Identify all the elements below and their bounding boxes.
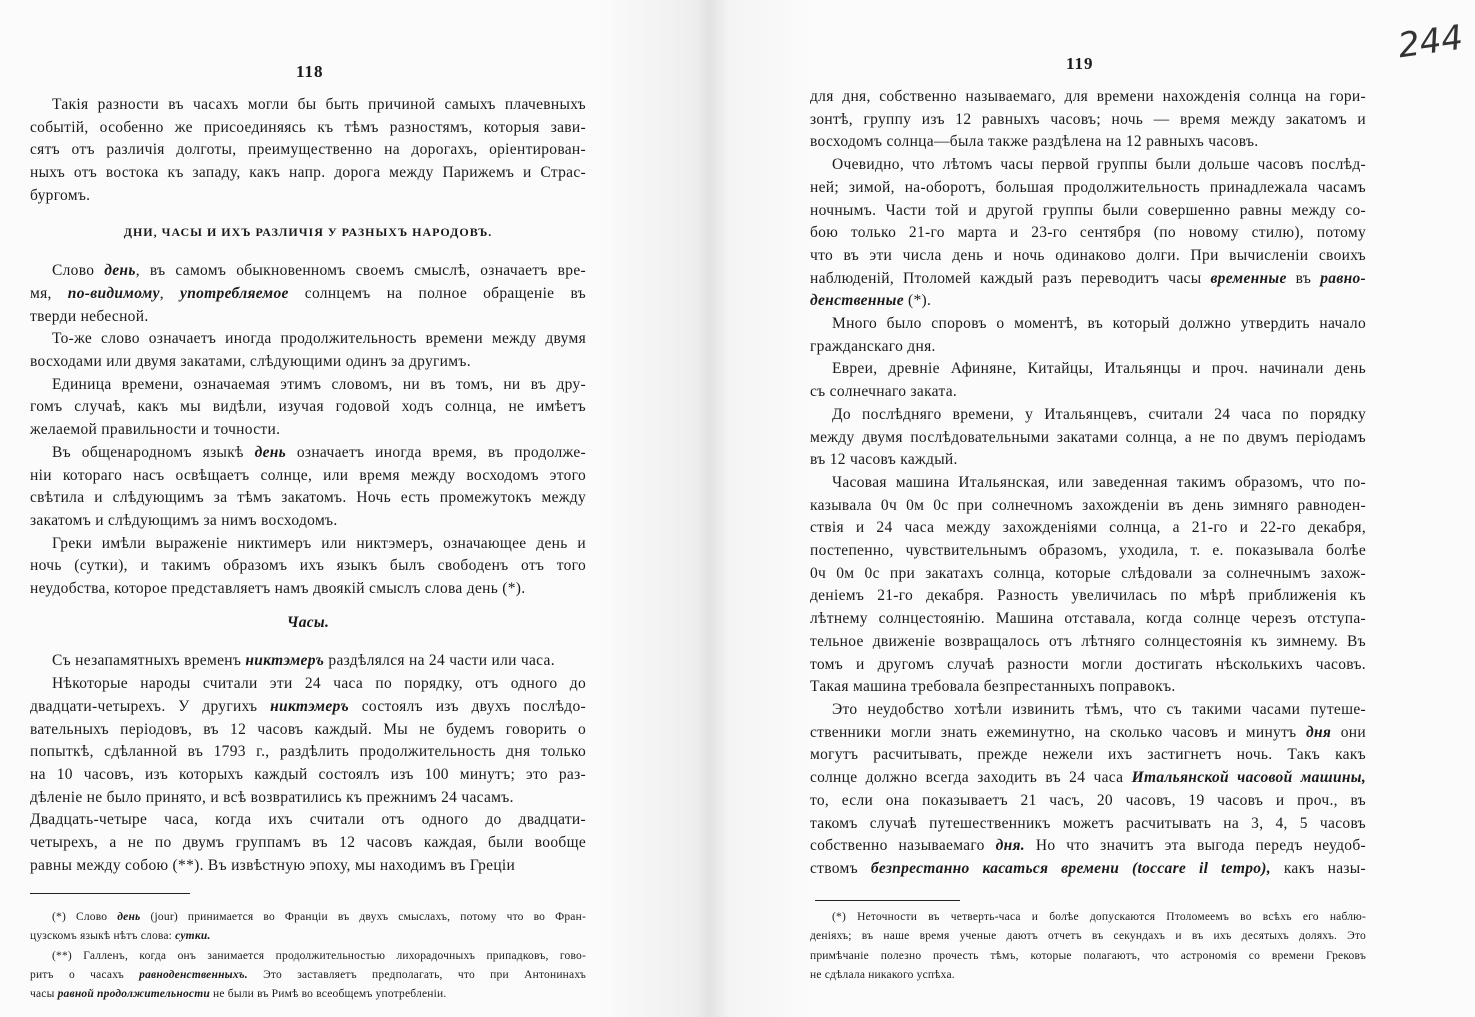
text-line	[30, 283, 586, 306]
text-run: постепенно, чувствительнымъ образомъ, уходила, т. е. показывала болѣе	[810, 542, 1366, 560]
italic-text-run: равноденственныхъ.	[139, 968, 248, 981]
footnote-line	[30, 966, 586, 985]
text-run: для дня, собственно называемаго, для времени нахожденія солнца на гори-	[810, 88, 1366, 105]
text-line	[30, 612, 586, 635]
footnote-line	[30, 927, 586, 946]
text-run: Это заставляетъ предполагать, что при Антонинахъ	[247, 968, 586, 981]
paragraph	[810, 404, 1366, 472]
text-run: въ	[1286, 269, 1321, 287]
text-line	[810, 109, 1366, 132]
italic-text-run: равно-	[1320, 269, 1366, 287]
text-run: четырехъ, а не по двумъ группамъ въ 12 часовъ каждая, были вообще	[30, 834, 586, 852]
text-line	[30, 764, 586, 787]
text-line	[30, 260, 586, 283]
text-run: состоялъ изъ двухъ послѣдо-	[349, 697, 586, 715]
footnote	[30, 947, 586, 1005]
footnote-line	[30, 947, 586, 966]
page-gutter	[600, 0, 810, 1017]
text-run: Много было споровъ о моментѣ, въ который должно утвердить начало	[832, 315, 1366, 333]
text-run: наблюденій, Птоломей каждый разъ переводитъ часы	[810, 269, 1211, 287]
text-line	[30, 855, 586, 878]
text-run: какъ назы-	[1270, 859, 1366, 877]
text-run: деніяхъ; въ наше время ученые даютъ отчетъ въ секундахъ и въ ихъ десятыхъ доляхъ. Это	[810, 930, 1366, 943]
text-line	[810, 381, 1366, 404]
text-line	[30, 578, 586, 601]
italic-text-run: безпрестанно касаться времени (toccare il tempo),	[870, 859, 1271, 877]
text-run: цузскомъ языкѣ нѣтъ слова:	[30, 930, 176, 943]
text-line	[810, 676, 1366, 699]
text-run: (*).	[903, 292, 932, 310]
text-line	[810, 336, 1366, 359]
paragraph	[810, 154, 1366, 313]
italic-text-run: никтэмеръ	[270, 697, 350, 715]
paragraph	[810, 313, 1366, 358]
text-line	[30, 809, 586, 832]
section-heading	[30, 221, 586, 244]
paragraph	[30, 260, 586, 328]
text-run: ритъ о часахъ	[30, 968, 140, 981]
text-run: съ солнечнаго заката.	[810, 383, 958, 401]
italic-text-run: употребляемое	[180, 284, 289, 302]
text-run: ,	[159, 284, 181, 302]
text-run: между двумя послѣдовательными закатами солнца, а не по двумъ періодамъ	[810, 428, 1366, 446]
text-line	[810, 268, 1366, 291]
text-line	[30, 696, 586, 719]
text-line	[810, 358, 1366, 381]
text-run: Двадцать-четыре часа, когда ихъ считали отъ одного до двадцати-	[30, 811, 586, 829]
text-run: двадцати-четырехъ. У другихъ	[30, 697, 271, 715]
text-run: ночнымъ. Части той и другой группы были совершенно равны между со-	[810, 201, 1366, 219]
text-line	[30, 787, 586, 810]
text-run: гомъ случаѣ, какъ мы видѣли, изучая годовой ходъ солнца, не имѣетъ	[30, 398, 586, 416]
text-run: (jour) принимается во Франціи въ двухъ смыслахъ, потому что во Фран-	[140, 911, 586, 923]
text-run: неудобства, которое представляетъ намъ двоякій смыслъ слова день (*).	[30, 580, 526, 598]
italic-text-run: дня	[1306, 723, 1332, 741]
left-page-body	[30, 94, 586, 878]
italic-text-run: по-видимому	[67, 284, 160, 302]
text-line	[30, 162, 586, 185]
paragraph	[30, 442, 586, 533]
left-footnote-rule	[30, 893, 190, 894]
text-run: Но что значитъ эта выгода передъ неудоб-	[1024, 837, 1367, 855]
text-line	[810, 722, 1366, 745]
text-run: сятъ отъ различія долготы, преимущественно на дорогахъ, оріентирован-	[30, 141, 586, 159]
text-run: лѣтнему солнцестоянію. Машина отставала, когда солнце черезъ отступа-	[810, 610, 1366, 628]
text-run: свѣтила и слѣдующимъ за тѣмъ закатомъ. Ночь есть промежутокъ между	[30, 489, 586, 507]
text-line	[30, 221, 586, 244]
text-run: (**) Галленъ, когда онъ занимается продолжительностью лихорадочныхъ припадковъ, гово-	[52, 949, 586, 962]
text-line	[30, 487, 586, 510]
text-run: До послѣдняго времени, у Итальянцевъ, считали 24 часа по порядку	[832, 405, 1366, 423]
text-run: (*) Слово	[52, 911, 118, 923]
text-line	[810, 517, 1366, 540]
text-line	[810, 449, 1366, 472]
right-page-number: 119	[1066, 54, 1094, 73]
text-line	[810, 313, 1366, 336]
text-run: равны между собою (**). Въ извѣстную эпоху, мы находимъ въ Греціи	[30, 856, 516, 874]
text-line	[30, 351, 586, 374]
text-run: вательныхъ періодовъ, въ 12 часовъ каждый. Мы не будемъ говорить о	[30, 720, 586, 738]
text-line	[810, 154, 1366, 177]
text-line	[810, 200, 1366, 223]
text-line	[30, 374, 586, 397]
text-run: казывала 0ч 0м 0с при солнечномъ захожденіи въ день зимняго равноден-	[810, 496, 1366, 514]
text-run: деніемъ 21-го декабря. Разность увеличилась по мѣрѣ приближенія къ	[810, 587, 1366, 605]
footnote-line	[810, 908, 1366, 927]
text-line	[30, 510, 586, 533]
text-run: 0ч 0м 0с при закатахъ солнца, которые слѣдовали за солнечнымъ захож-	[810, 564, 1366, 582]
text-run: восходомъ солнца—была также раздѣлена на 12 равныхъ часовъ.	[810, 133, 1259, 151]
text-run: ствія и 24 часа между захожденіями солнца, а 21-го и 22-го декабря,	[810, 519, 1366, 537]
left-page-footnotes	[30, 908, 586, 1004]
text-line	[810, 404, 1366, 427]
text-run: солнце должно всегда заходить въ 24 часа	[810, 769, 1132, 787]
text-line	[30, 673, 586, 696]
text-line	[30, 555, 586, 578]
text-line	[810, 495, 1366, 518]
text-run: событій, особенно же присоединяясь къ тѣмъ разностямъ, которыя зави-	[30, 118, 586, 136]
text-run: тверди небесной.	[30, 307, 149, 325]
right-footnote-rule	[815, 900, 960, 901]
text-line	[30, 94, 586, 117]
italic-text-run: Часы.	[286, 613, 330, 631]
paragraph	[30, 328, 586, 373]
text-line	[810, 608, 1366, 631]
text-line	[810, 654, 1366, 677]
paragraph	[30, 809, 586, 877]
italic-text-run: день	[117, 911, 141, 923]
text-line	[30, 465, 586, 488]
text-line	[30, 442, 586, 465]
text-run: въ 12 часовъ каждый.	[810, 451, 958, 469]
text-line	[30, 117, 586, 140]
text-run: ніи котораго насъ освѣщаетъ солнце, или время между восходомъ этого	[30, 466, 586, 484]
text-run: Часовая машина Итальянская, или заведенная такимъ образомъ, что по-	[832, 473, 1366, 491]
text-line	[810, 177, 1366, 200]
text-run: ночь (сутки), и такимъ образомъ ихъ языкъ былъ свободенъ отъ того	[30, 557, 586, 575]
text-run: Такія разности въ часахъ могли бы быть причиной самыхъ плачевныхъ	[52, 96, 586, 113]
text-run: на 10 часовъ, изъ которыхъ каждый состоялъ изъ 100 минутъ; это раз-	[30, 765, 586, 783]
italic-text-run: день	[254, 443, 287, 461]
text-run: ственники могли знать ежеминутно, на сколько часовъ и минутъ	[810, 723, 1307, 741]
paragraph	[810, 472, 1366, 699]
text-run: желаемой правильности и точности.	[30, 421, 281, 439]
paragraph	[30, 673, 586, 809]
text-line	[810, 540, 1366, 563]
text-run: солнцемъ на полное обращеніе въ	[288, 284, 586, 302]
text-run: Евреи, древніе Афиняне, Китайцы, Итальянцы и проч. начинали день	[832, 360, 1366, 378]
text-run: ныхъ отъ востока къ западу, какъ напр. дорога между Парижемъ и Страс-	[30, 164, 586, 182]
text-line	[30, 741, 586, 764]
text-run: что въ эти числа день и ночь одинаково долги. При вычисленіи своихъ	[810, 246, 1366, 264]
text-run: То-же слово означаетъ иногда продолжительность времени между двумя	[52, 330, 586, 348]
text-run: (*) Неточности въ четверть-часа и болѣе допускаются Птоломеемъ во всѣхъ его наблю-	[832, 911, 1366, 923]
italic-text-run: день	[104, 262, 136, 280]
footnote-line	[30, 985, 586, 1004]
text-run: могутъ расчитывать, прежде нежели ихъ застигнетъ ночь. Такъ какъ	[810, 746, 1366, 764]
text-run: Нѣкоторые народы считали эти 24 часа по порядку, отъ одного до	[52, 675, 586, 693]
text-line	[810, 563, 1366, 586]
italic-text-run: сутки.	[175, 930, 211, 943]
text-run: не сдѣлала никакого успѣха.	[810, 968, 955, 981]
text-run: бою только 21-го марта и 23-го сентября (по новому стилю), потому	[810, 224, 1366, 242]
text-line	[30, 719, 586, 742]
text-line	[30, 419, 586, 442]
text-run: ДНИ, ЧАСЫ И ИХЪ РАЗЛИЧІЯ У РАЗНЫХЪ НАРОДОВЪ.	[123, 224, 493, 239]
text-run: закатомъ и слѣдующимъ за нимъ восходомъ.	[30, 511, 338, 529]
text-run: не были въ Римѣ во всеобщемъ употребленіи.	[209, 988, 447, 1001]
text-run: дѣленіе не было принято, и всѣ возвратились къ прежнимъ 24 часамъ.	[30, 788, 514, 806]
footnote-line	[810, 947, 1366, 966]
paragraph	[810, 358, 1366, 403]
text-run: гражданскаго дня.	[810, 337, 936, 355]
handwritten-archive-number: 244	[1395, 17, 1466, 67]
text-line	[810, 813, 1366, 836]
text-line	[810, 290, 1366, 313]
text-line	[30, 139, 586, 162]
paragraph	[810, 86, 1366, 154]
paragraph	[30, 94, 586, 208]
text-run: Очевидно, что лѣтомъ часы первой группы были дольше часовъ послѣд-	[832, 156, 1366, 174]
text-line	[810, 858, 1366, 881]
text-run: примѣчаніе полезно прочесть тѣмъ, которые полагаютъ, что астрономія со времени Грековъ	[810, 949, 1366, 962]
text-run: Въ общенародномъ языкѣ	[52, 443, 255, 461]
text-run: тельное движеніе возвращалось отъ лѣтняго солнцестоянія къ зимнему. Въ	[810, 632, 1366, 650]
italic-text-run: никтэмеръ	[245, 652, 325, 670]
text-line	[810, 835, 1366, 858]
text-run: восходами или двумя закатами, слѣдующими одинъ за другимъ.	[30, 353, 471, 371]
text-run: бургомъ.	[30, 186, 91, 204]
text-run: Единица времени, означаемая этимъ словомъ, ни въ томъ, ни въ дру-	[52, 375, 586, 393]
text-run: Съ незапамятныхъ временъ	[52, 652, 246, 670]
text-line	[810, 427, 1366, 450]
text-run: попыткѣ, сдѣланной въ 1793 г., раздѣлить продолжительность дня только	[30, 743, 586, 761]
text-run: мя,	[30, 284, 68, 302]
italic-text-run: Итальянской часовой машины,	[1131, 769, 1366, 787]
text-line	[810, 245, 1366, 268]
right-page-body	[810, 86, 1366, 881]
text-line	[810, 472, 1366, 495]
italic-text-run: дня.	[995, 837, 1025, 855]
text-line	[30, 832, 586, 855]
text-line	[810, 585, 1366, 608]
text-line	[810, 744, 1366, 767]
paragraph	[30, 650, 586, 673]
text-run: Греки имѣли выраженіе никтимеръ или никтэмеръ, означающее день и	[52, 534, 586, 552]
text-line	[810, 631, 1366, 654]
paragraph	[810, 699, 1366, 881]
italic-text-run: равной продолжительности	[57, 988, 210, 1001]
text-line	[810, 767, 1366, 790]
text-run: собственно называемаго	[810, 837, 996, 855]
right-page-footnotes	[810, 908, 1366, 985]
text-run: такомъ случаѣ путешественникъ можетъ расчитывать на 3, 4, 5 часовъ	[810, 814, 1366, 832]
text-line	[30, 533, 586, 556]
footnote	[810, 908, 1366, 985]
subsection-heading	[30, 612, 586, 635]
text-run: раздѣлялся на 24 части или часа.	[324, 652, 555, 670]
text-line	[30, 185, 586, 208]
text-line	[810, 222, 1366, 245]
footnote-line	[30, 908, 586, 927]
text-run: , въ самомъ обыкновенномъ своемъ смыслѣ, означаетъ вре-	[135, 262, 586, 280]
left-page-number: 118	[296, 62, 324, 81]
text-run: Это неудобство хотѣли извинить тѣмъ, что съ такими часами путеше-	[832, 700, 1366, 718]
text-line	[30, 306, 586, 329]
footnote-line	[810, 966, 1366, 985]
text-run: ней; зимой, на-оборотъ, большая продолжительность принадлежала часамъ	[810, 178, 1366, 196]
text-run: Такая машина требовала безпрестанныхъ поправокъ.	[810, 678, 1176, 696]
text-run: часы	[30, 988, 58, 1001]
text-line	[30, 650, 586, 673]
text-line	[30, 396, 586, 419]
text-line	[810, 699, 1366, 722]
italic-text-run: временные	[1210, 269, 1287, 287]
text-line	[810, 86, 1366, 109]
text-line	[30, 328, 586, 351]
italic-text-run: денственные	[810, 292, 904, 310]
text-line	[810, 131, 1366, 154]
text-run: означаетъ иногда время, въ продолже-	[286, 443, 586, 461]
paragraph	[30, 533, 586, 601]
text-line	[810, 790, 1366, 813]
footnote-line	[810, 927, 1366, 946]
text-run: зонтѣ, группу изъ 12 равныхъ часовъ; ночь — время между закатомъ и	[810, 110, 1366, 128]
text-run: они	[1331, 723, 1366, 741]
text-run: ствомъ	[810, 859, 871, 877]
footnote	[30, 908, 586, 947]
text-run: Слово	[52, 262, 105, 280]
paragraph	[30, 374, 586, 442]
text-run: томъ и другомъ случаѣ разности могли достигать нѣсколькихъ часовъ.	[810, 655, 1366, 673]
text-run: то, если она показываетъ 21 часъ, 20 часовъ, 19 часовъ и проч., въ	[810, 791, 1366, 809]
